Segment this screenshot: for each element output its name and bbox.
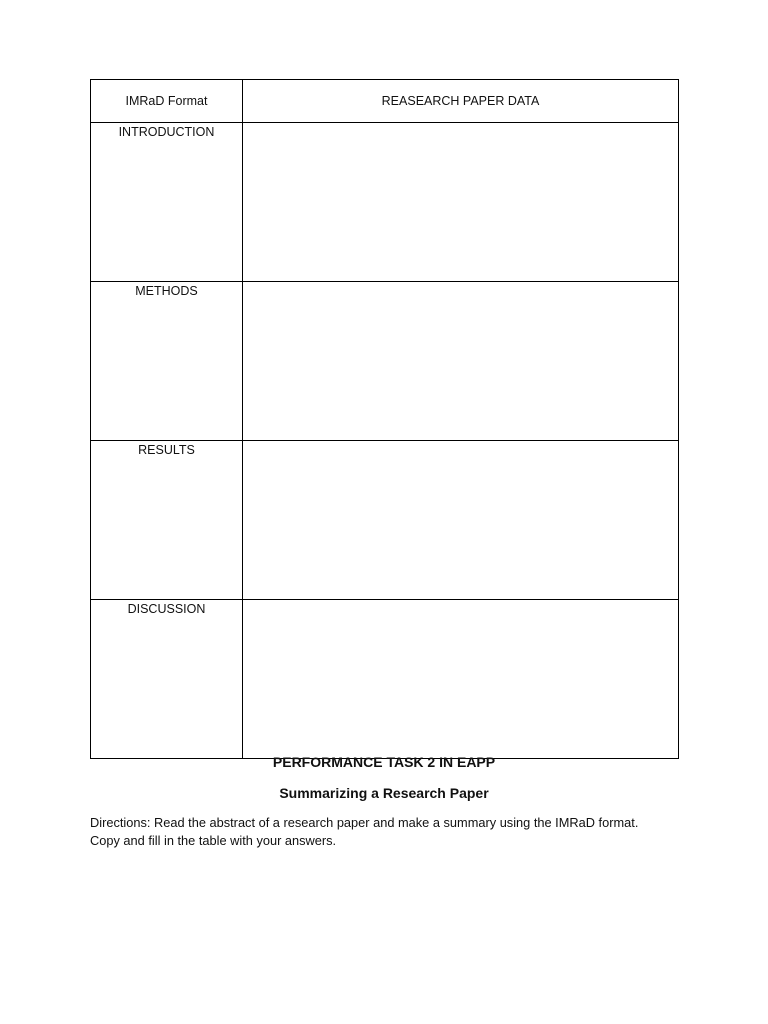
discussion-label: DISCUSSION — [91, 600, 243, 759]
table-row — [91, 123, 679, 282]
table-header-row — [91, 80, 679, 123]
page-subtitle: Summarizing a Research Paper — [279, 785, 489, 801]
table-row — [91, 441, 679, 600]
results-answer-cell[interactable] — [243, 441, 679, 600]
table-row — [91, 282, 679, 441]
introduction-answer-cell[interactable] — [243, 123, 679, 282]
discussion-answer-cell[interactable] — [243, 600, 679, 759]
results-label: RESULTS — [91, 441, 243, 600]
imrad-format-header: IMRaD Format — [91, 80, 243, 123]
research-paper-data-header: REASEARCH PAPER DATA — [243, 80, 679, 123]
table-row — [91, 600, 679, 759]
directions-line-1: Directions: Read the abstract of a research paper and make a summary using the IMRaD format. — [90, 815, 639, 830]
directions-text — [90, 814, 690, 850]
imrad-table — [90, 79, 679, 759]
introduction-label: INTRODUCTION — [91, 123, 243, 282]
directions-line-2: Copy and fill in the table with your answers. — [90, 833, 337, 848]
page-title: PERFORMANCE TASK 2 IN EAPP — [272, 754, 496, 770]
methods-label: METHODS — [91, 282, 243, 441]
methods-answer-cell[interactable] — [243, 282, 679, 441]
